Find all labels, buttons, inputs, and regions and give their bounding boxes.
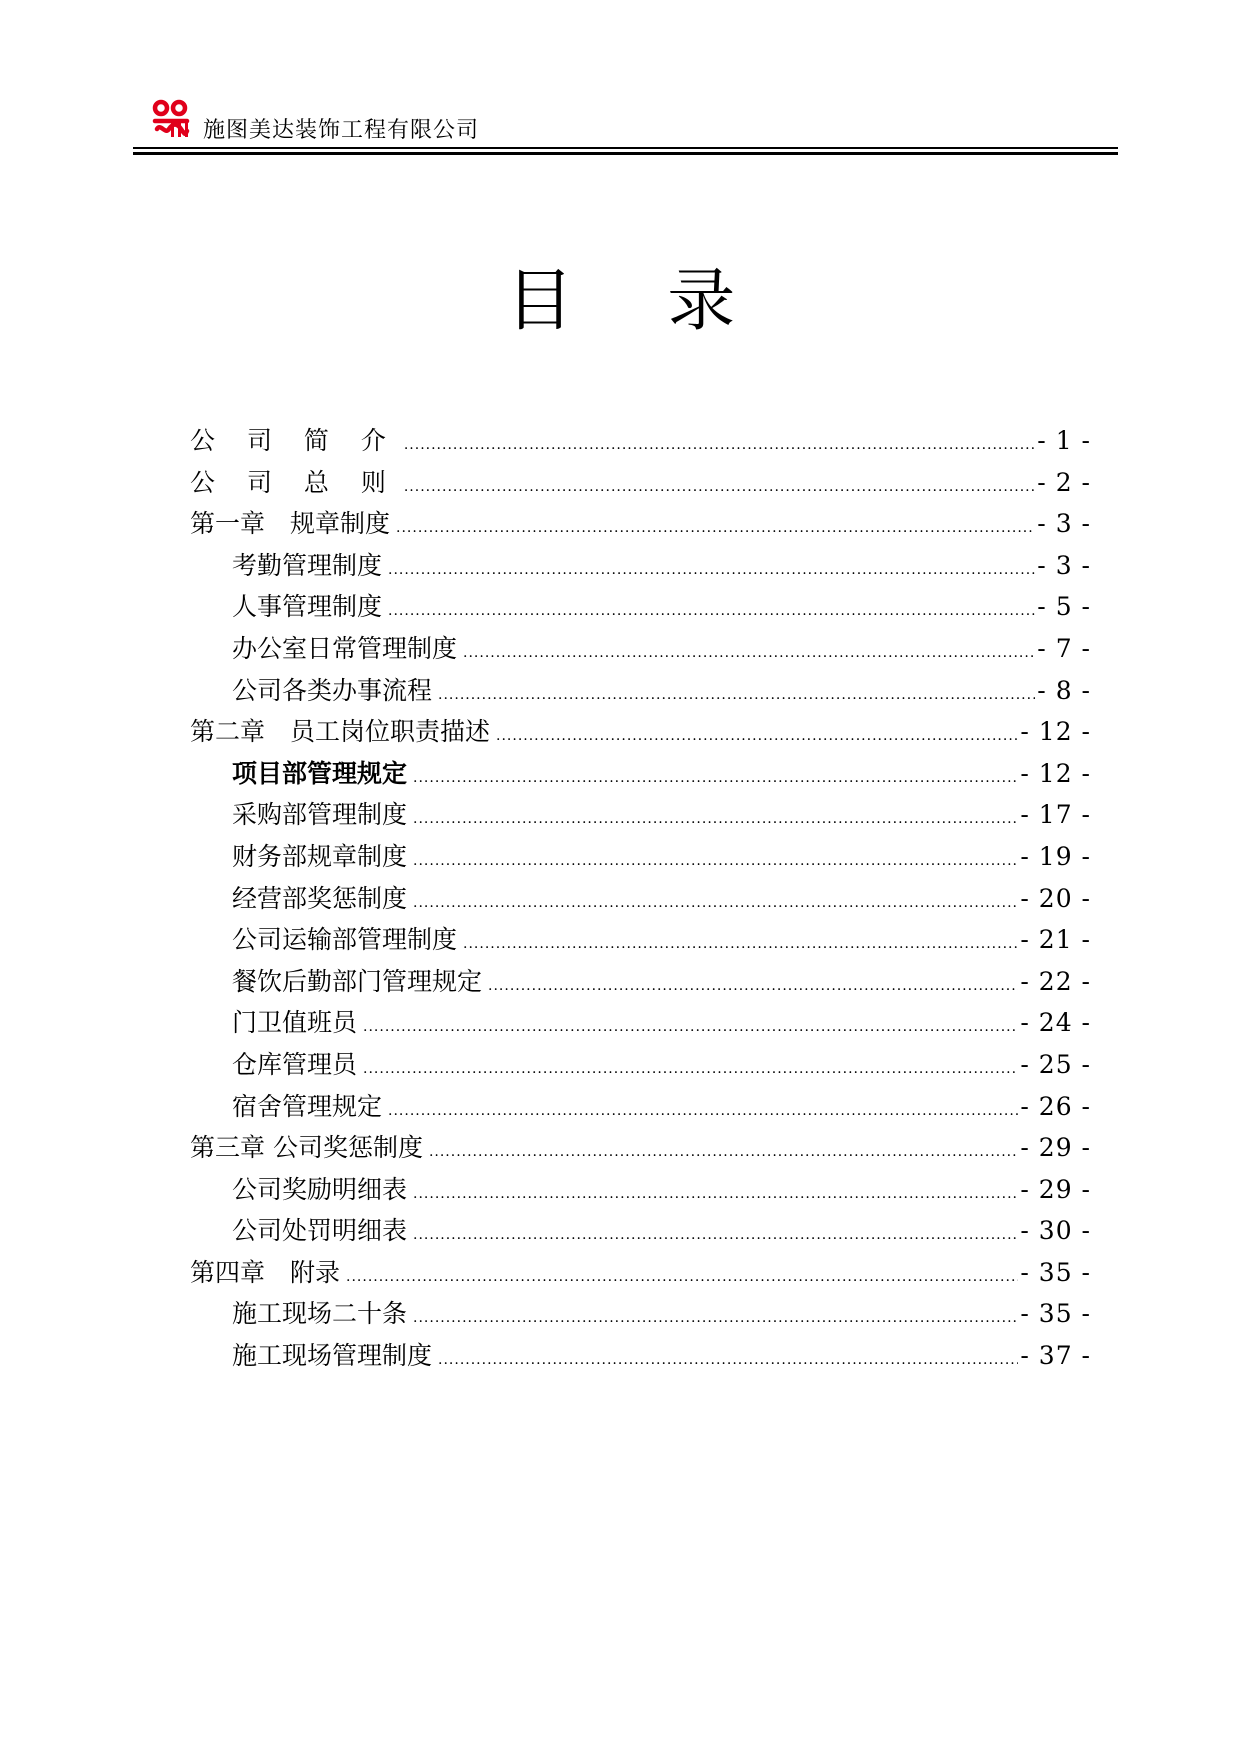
toc-entry-label: 项目部管理规定 <box>232 758 408 788</box>
toc-entry-page-number: - 37 - <box>1020 1341 1091 1371</box>
toc-entry[interactable] <box>190 1169 1091 1211</box>
toc-entry[interactable] <box>190 711 1091 753</box>
toc-entry-label: 第一章 规章制度 <box>190 509 391 539</box>
toc-entry-page-number: - 21 - <box>1020 925 1091 955</box>
toc-dot-leader <box>388 550 1035 592</box>
toc-entry[interactable] <box>190 1252 1091 1294</box>
toc-entry[interactable] <box>190 794 1091 836</box>
company-logo-icon <box>151 99 191 139</box>
toc-entry-page-number: - 17 - <box>1020 800 1091 830</box>
toc-entry[interactable] <box>190 420 1091 462</box>
toc-entry[interactable] <box>190 670 1091 712</box>
toc-entry-label: 餐饮后勤部门管理规定 <box>232 966 483 996</box>
toc-dot-leader <box>413 1298 1018 1340</box>
toc-entry-page-number: - 35 - <box>1020 1257 1091 1287</box>
toc-entry-label: 仓库管理员 <box>232 1049 358 1079</box>
toc-entry-page-number: - 29 - <box>1020 1174 1091 1204</box>
header-rule-thick <box>133 152 1118 155</box>
toc-dot-leader <box>404 467 1035 509</box>
toc-entry-label: 财务部规章制度 <box>232 841 408 871</box>
toc-entry-page-number: - 1 - <box>1037 426 1091 455</box>
toc-entry-label: 公司运输部管理制度 <box>232 925 458 955</box>
toc-entry-page-number: - 25 - <box>1020 1049 1091 1079</box>
toc-entry-page-number: - 3 - <box>1037 550 1091 580</box>
toc-entry-page-number: - 29 - <box>1020 1133 1091 1163</box>
toc-entry-label: 公司处罚明细表 <box>232 1216 408 1246</box>
toc-dot-leader <box>413 758 1018 800</box>
toc-entry[interactable] <box>190 628 1091 670</box>
toc-entry-label: 公司各类办事流程 <box>232 675 433 705</box>
toc-dot-leader <box>413 883 1018 925</box>
toc-entry[interactable] <box>190 836 1091 878</box>
toc-dot-leader <box>463 924 1018 966</box>
toc-entry-label: 办公室日常管理制度 <box>232 633 458 663</box>
toc-entry[interactable] <box>190 961 1091 1003</box>
toc-dot-leader <box>496 716 1018 758</box>
toc-entry-label: 第四章 附录 <box>190 1257 341 1287</box>
company-name: 施图美达装饰工程有限公司 <box>203 118 480 143</box>
toc-entry-page-number: - 19 - <box>1020 841 1091 871</box>
toc-entry-page-number: - 22 - <box>1020 966 1091 996</box>
toc-entry-page-number: - 2 - <box>1037 467 1091 497</box>
toc-entry[interactable] <box>190 1335 1091 1377</box>
toc-entry[interactable] <box>190 545 1091 587</box>
toc-entry-label: 宿舍管理规定 <box>232 1091 383 1121</box>
toc-dot-leader <box>388 591 1035 633</box>
toc-dot-leader <box>346 1257 1018 1299</box>
toc-entry-label: 第三章 公司奖惩制度 <box>190 1133 423 1163</box>
toc-dot-leader <box>363 1049 1018 1091</box>
toc-entry-label: 采购部管理制度 <box>232 800 408 830</box>
toc-entry-label: 门卫值班员 <box>232 1008 358 1038</box>
toc-entry-page-number: - 12 - <box>1020 758 1091 788</box>
toc-dot-leader <box>463 633 1035 675</box>
toc-dot-leader <box>404 425 1035 467</box>
toc-entry-label: 经营部奖惩制度 <box>232 883 408 913</box>
toc-dot-leader <box>388 1091 1018 1133</box>
toc-entry-page-number: - 35 - <box>1020 1299 1091 1329</box>
toc-entry-page-number: - 3 - <box>1037 509 1091 539</box>
toc-entry[interactable] <box>190 1086 1091 1128</box>
toc-dot-leader <box>413 841 1018 883</box>
toc-entry-page-number: - 8 - <box>1037 675 1091 705</box>
toc-entry-label: 人事管理制度 <box>232 592 383 622</box>
toc-entry-page-number: - 26 - <box>1020 1091 1091 1121</box>
toc-entry-page-number: - 20 - <box>1020 883 1091 913</box>
toc-entry[interactable] <box>190 586 1091 628</box>
toc-entry-label: 施工现场二十条 <box>232 1299 408 1329</box>
toc-entry[interactable] <box>190 1044 1091 1086</box>
toc-dot-leader <box>413 1215 1018 1257</box>
header-rule-thin <box>133 147 1118 149</box>
toc-dot-leader <box>413 1174 1018 1216</box>
toc-dot-leader <box>438 675 1035 717</box>
toc-dot-leader <box>413 799 1018 841</box>
toc-entry[interactable] <box>190 1210 1091 1252</box>
toc-entry-label: 施工现场管理制度 <box>232 1341 433 1371</box>
toc-entry-page-number: - 24 - <box>1020 1008 1091 1038</box>
toc-entry-label: 考勤管理制度 <box>232 550 383 580</box>
toc-entry[interactable] <box>190 462 1091 504</box>
toc-entry[interactable] <box>190 919 1091 961</box>
toc-dot-leader <box>438 1340 1018 1382</box>
toc-entry-page-number: - 5 - <box>1037 592 1091 622</box>
toc-dot-leader <box>396 508 1035 550</box>
page-title: 目 录 <box>505 262 772 341</box>
toc-entry[interactable] <box>190 753 1091 795</box>
toc-entry-label: 第二章 员工岗位职责描述 <box>190 717 491 747</box>
toc-entry-label: 公 司 总 则 <box>190 467 398 497</box>
toc-entry[interactable] <box>190 1127 1091 1169</box>
toc-entry-page-number: - 30 - <box>1020 1216 1091 1246</box>
toc-entry[interactable] <box>190 1293 1091 1335</box>
toc-entry[interactable] <box>190 503 1091 545</box>
toc-entry-label: 公司奖励明细表 <box>232 1174 408 1204</box>
toc-entry[interactable] <box>190 878 1091 920</box>
table-of-contents <box>190 420 1091 1377</box>
toc-dot-leader <box>429 1132 1018 1174</box>
toc-entry-page-number: - 12 - <box>1020 717 1091 747</box>
toc-entry-label: 公 司 简 介 <box>190 426 398 455</box>
toc-dot-leader <box>488 966 1018 1008</box>
toc-entry[interactable] <box>190 1002 1091 1044</box>
toc-dot-leader <box>363 1007 1018 1049</box>
toc-entry-page-number: - 7 - <box>1037 633 1091 663</box>
page-header <box>133 96 1118 156</box>
